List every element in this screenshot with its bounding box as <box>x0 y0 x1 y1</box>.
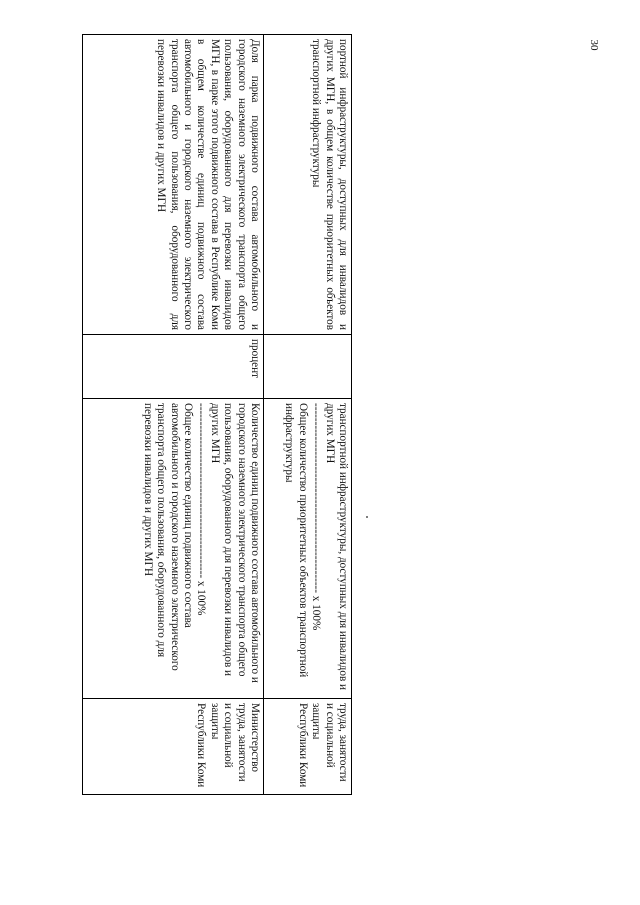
responsible-cell: труда, занятости и социальной защиты Республики Коми <box>264 699 352 795</box>
formula-cell <box>264 399 352 699</box>
indicator-cell: Доля парка подвижного состава автомобильного и городского наземного электрического транспорта общего пользования, оборудованного для перевозки инвалидов МГН, в парке этого подвижного состава в Республике Коми в общем количестве единиц подвижного состава автомобильного и городского наземного электрического транспорта общего пользования, оборудованного для перевозки инвалидов и других МГН <box>83 35 264 335</box>
page-number: 30 <box>588 39 600 51</box>
formula-denominator: Общее количество приоритетных объектов транспортной инфраструктуры <box>283 403 309 678</box>
table-row <box>83 35 264 795</box>
formula-line: ----------------------------------------------- х 100% <box>195 403 208 616</box>
indicators-table <box>82 34 352 795</box>
rotated-page <box>82 34 352 794</box>
unit-cell <box>264 335 352 399</box>
formula-numerator: Количество единиц подвижного состава автомобильного и городского наземного электрического транспорта общего пользования, оборудованного для перевозки инвалидов и других МГН <box>208 403 261 683</box>
scan-speck <box>366 516 368 518</box>
formula-denominator: Общее количество единиц подвижного состава автомобильного и городского наземного электрического транспорта общего пользования, оборудованного для перевозки инвалидов и других МГН <box>141 403 194 671</box>
responsible-cell: Министерство труда, занятости и социальной защиты Республики Коми <box>83 699 264 795</box>
formula-cell <box>83 399 264 699</box>
indicator-cell: портной инфраструктуры, доступных для инвалидов и других МГН, в общем количестве приоритетных объектов транспортной инфраструктуры <box>264 35 352 335</box>
table-row <box>264 35 352 795</box>
formula-numerator: транспортной инфраструктуры, доступных для инвалидов и других МГН <box>323 403 349 691</box>
unit-cell: процент <box>83 335 264 399</box>
formula-line: --------------------------------------------------- х 100% <box>310 403 323 631</box>
